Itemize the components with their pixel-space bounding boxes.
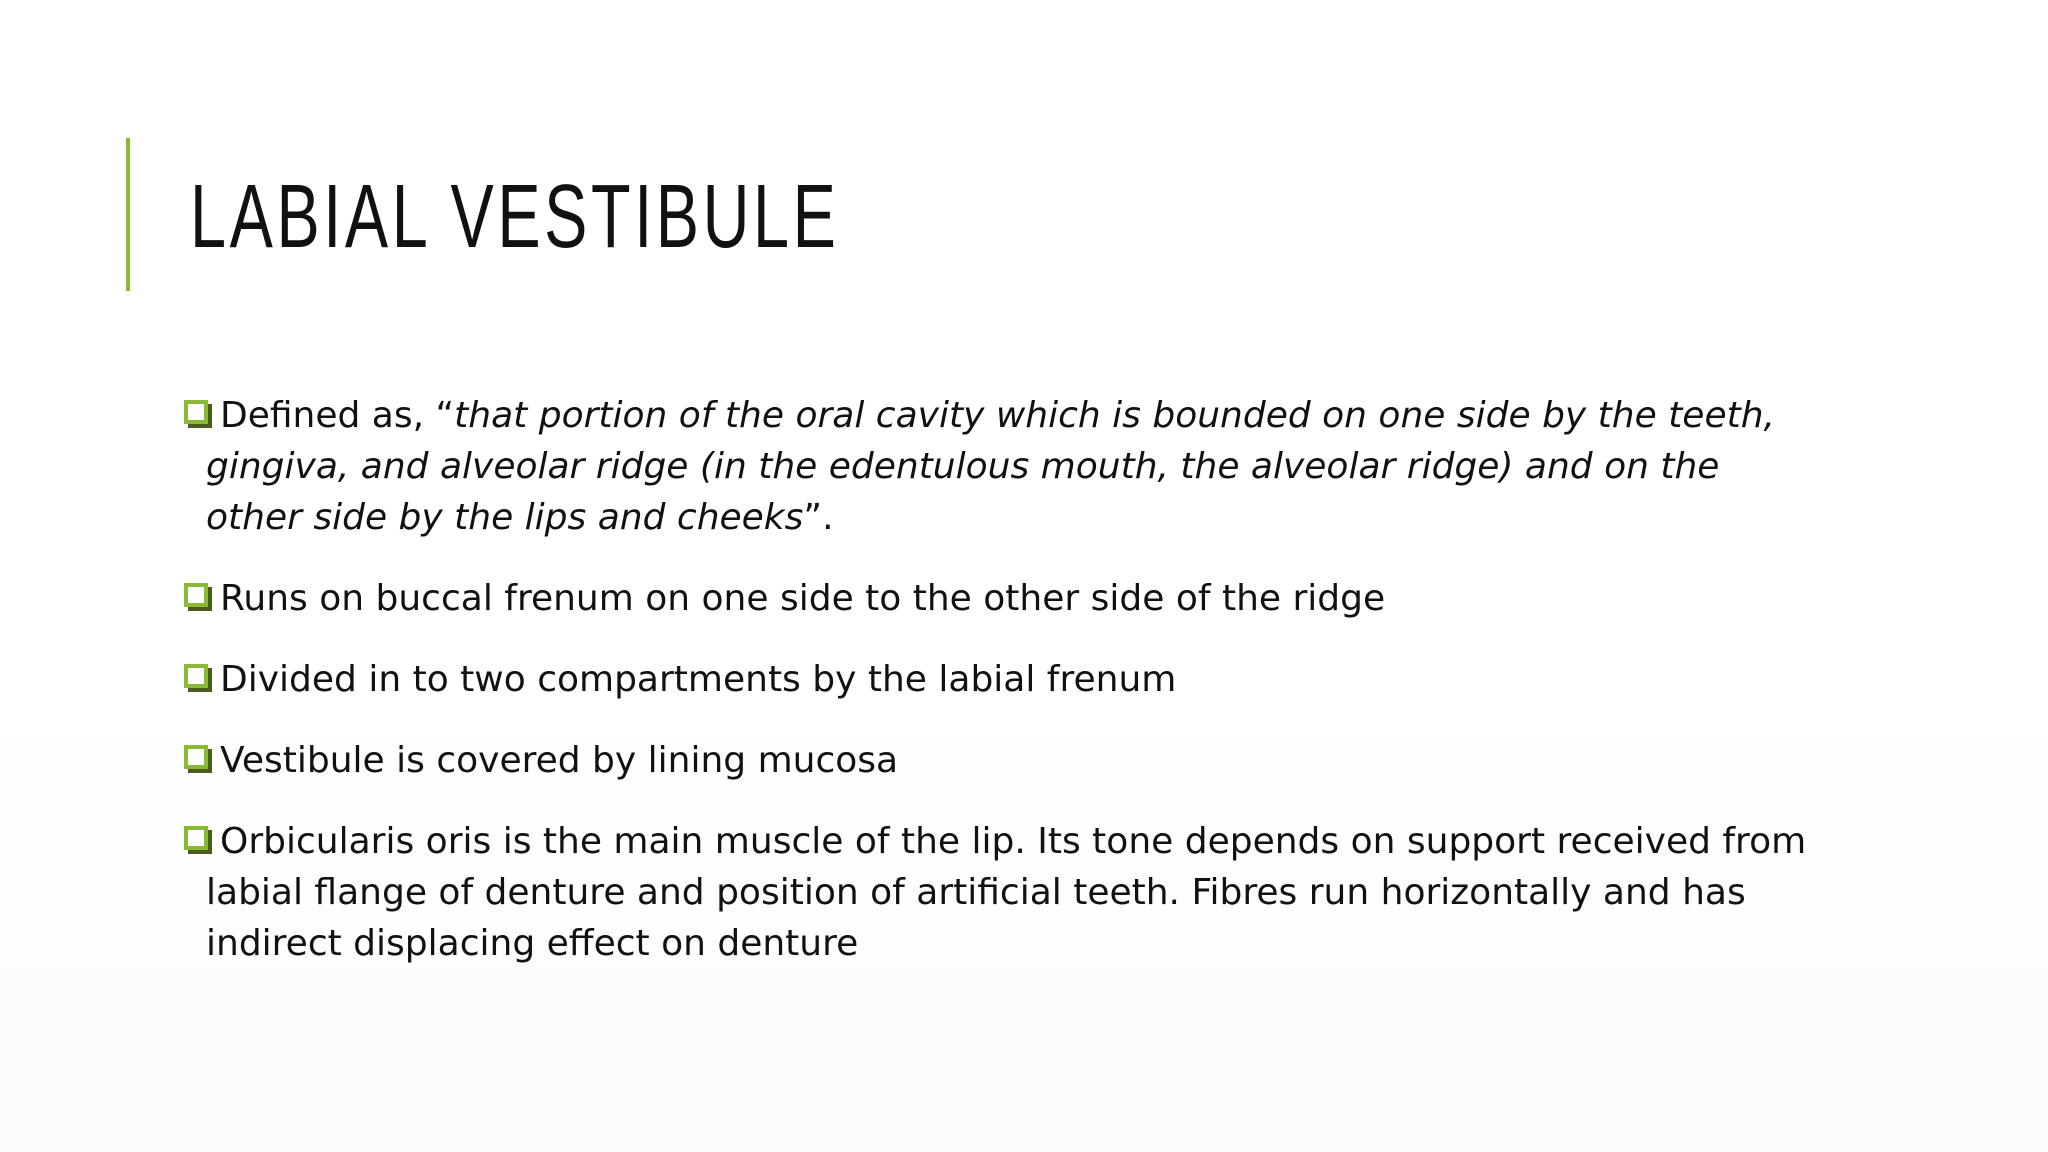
bullet-item-compartments	[182, 654, 1822, 705]
bullet-text	[196, 573, 1822, 624]
bullet-text	[196, 816, 1822, 969]
bullet-text-content: Divided in to two compartments by the labial frenum	[220, 659, 1177, 700]
slide-title: LABIAL VESTIBULE	[190, 167, 840, 267]
checkbox-icon	[184, 826, 208, 850]
bullet-text-content: Vestibule is covered by lining mucosa	[220, 740, 899, 781]
bullet-item-definition	[182, 390, 1822, 543]
bullet-text-content: Runs on buccal frenum on one side to the other side of the ridge	[220, 578, 1386, 619]
title-accent-bar	[126, 138, 130, 291]
bullet-text	[196, 735, 1822, 786]
checkbox-icon	[184, 745, 208, 769]
bullet-text	[196, 390, 1822, 543]
bullet-text	[196, 654, 1822, 705]
bullet-lead-text: Defined as, “	[220, 395, 455, 436]
checkbox-icon	[184, 583, 208, 607]
bullet-item-lining-mucosa	[182, 735, 1822, 786]
bullet-list	[182, 390, 1822, 999]
bullet-tail-text: ”.	[803, 497, 834, 538]
bullet-item-buccal-frenum	[182, 573, 1822, 624]
bullet-item-orbicularis-oris	[182, 816, 1822, 969]
definition-quote: that portion of the oral cavity which is bounded on one side by the teeth, gingiva, and alveolar ridge (in the edentulous mouth, the alveolar ridge) and on the other side by the lips and cheeks	[206, 395, 1775, 538]
bullet-text-content: Orbicularis oris is the main muscle of the lip. Its tone depends on support received from labial flange of denture and position of artificial teeth. Fibres run horizontally and has indirect displacing effect on denture	[206, 821, 1807, 964]
checkbox-icon	[184, 400, 208, 424]
checkbox-icon	[184, 664, 208, 688]
